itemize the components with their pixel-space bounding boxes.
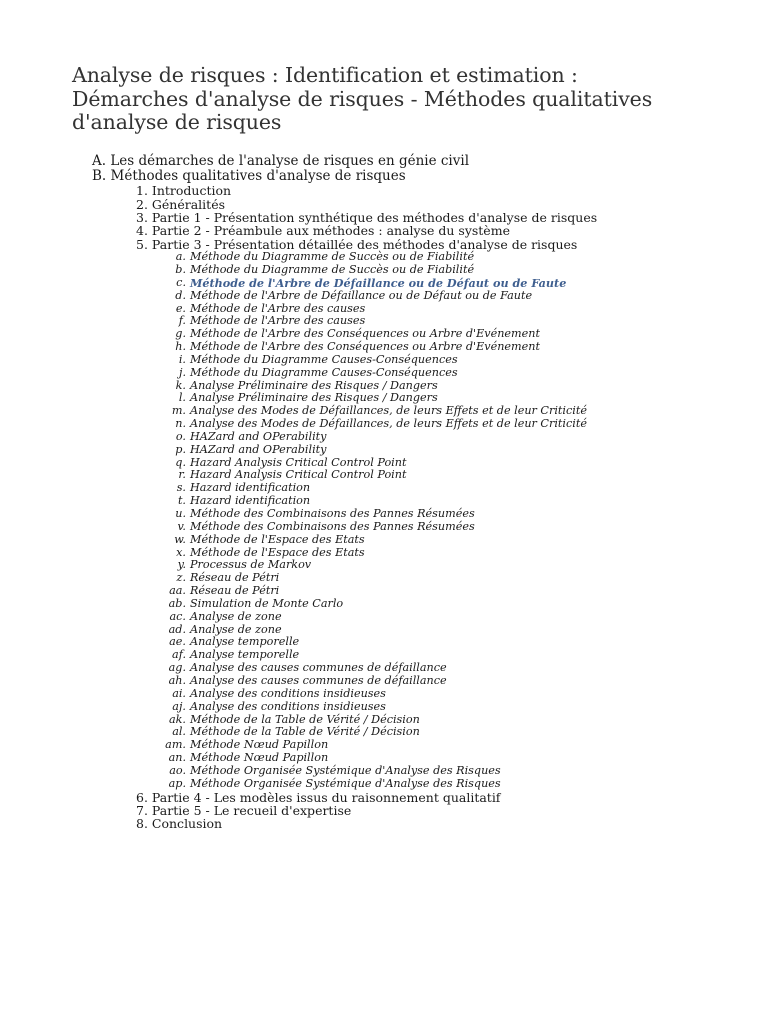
method-marker: aj. [172,699,186,713]
part-item[interactable] [136,224,696,237]
method-marker: am. [165,738,186,752]
part-item[interactable] [136,198,696,211]
method-label: Analyse des conditions insidieuses [190,699,386,713]
method-item[interactable] [136,367,696,380]
method-label: HAZard and OPerability [190,442,327,456]
method-marker: q. [175,455,186,469]
method-marker: h. [175,340,186,354]
method-marker: l. [178,391,186,405]
method-marker: ac. [169,609,186,623]
method-label: Méthode des Combinaisons des Pannes Résumées [190,519,475,533]
method-marker: m. [171,404,186,418]
part-marker: 1. [136,183,148,199]
method-item[interactable] [136,521,696,534]
method-label: Analyse temporelle [190,648,300,662]
method-label: Méthode des Combinaisons des Pannes Résumées [190,507,475,520]
method-marker: r. [178,468,186,482]
method-marker: y. [177,558,186,572]
method-marker: ai. [172,686,186,700]
part-label: Partie 3 - Présentation détaillée des méthodes d'analyse de risques [151,236,578,252]
method-item[interactable] [136,264,696,277]
method-label: Hazard identification [190,481,311,495]
part-marker: 4. [136,223,148,239]
method-label: Analyse des Modes de Défaillances, de leurs Effets et de leur Criticité [190,404,587,418]
method-label: Méthode de l'Arbre des causes [190,314,366,328]
method-label: Processus de Markov [190,558,312,572]
part-item[interactable] [136,238,696,791]
part-label: Partie 4 - Les modèles issus du raisonnement qualitatif [151,789,501,805]
method-label: Méthode du Diagramme Causes-Conséquences [190,352,458,366]
method-item[interactable] [136,277,696,290]
method-item[interactable] [136,290,696,303]
method-marker: i. [178,352,186,366]
part-label: Généralités [151,196,226,212]
method-label: Méthode du Diagramme Causes-Conséquences [190,365,458,379]
method-marker: x. [176,545,186,559]
method-marker: d. [175,288,186,302]
method-item[interactable] [136,354,696,367]
part-item[interactable] [136,184,696,197]
item-label: Méthodes qualitatives d'analyse de risques [110,167,406,184]
method-label: Analyse Préliminaire des Risques / Dangers [190,391,438,405]
method-link-active[interactable]: Méthode de l'Arbre de Défaillance ou de Défaut ou de Faute [190,275,567,290]
method-item[interactable] [136,444,696,457]
method-item[interactable] [136,765,696,778]
outline-item-b[interactable] [92,169,696,831]
method-label: Méthode de l'Espace des Etats [190,532,365,546]
part-item[interactable] [136,804,696,817]
method-item[interactable] [136,675,696,688]
method-item[interactable] [136,534,696,547]
method-marker: j. [178,365,186,379]
method-marker: ak. [168,712,186,726]
method-label: Réseau de Pétri [190,584,280,598]
part-item[interactable] [136,211,696,224]
method-marker: ab. [168,596,186,610]
method-label: Méthode de l'Arbre de Défaillance ou de Défaut ou de Faute [190,288,533,302]
method-marker: w. [174,532,186,546]
method-label: Méthode Organisée Systémique d'Analyse des Risques [190,763,501,777]
method-label: Méthode de l'Arbre des Conséquences ou Arbre d'Evénement [190,327,540,341]
part-marker: 6. [136,789,148,805]
method-label: Hazard Analysis Critical Control Point [190,455,407,469]
method-item[interactable] [136,418,696,431]
method-label: Analyse de zone [190,622,282,636]
part-label: Partie 2 - Préambule aux méthodes : analyse du système [151,223,510,239]
method-label: Hazard Analysis Critical Control Point [190,468,407,482]
method-marker: g. [175,327,186,341]
part-marker: 8. [136,816,148,832]
method-item[interactable] [136,598,696,611]
method-marker: z. [176,571,186,585]
method-label: Méthode de l'Arbre des Conséquences ou Arbre d'Evénement [190,340,540,354]
method-marker: ae. [169,635,186,649]
method-marker: an. [168,751,186,765]
method-label: Méthode Nœud Papillon [190,751,329,765]
method-marker: k. [175,378,186,392]
method-label: Méthode du Diagramme de Succès ou de Fiabilité [190,250,475,264]
method-marker: t. [177,494,186,508]
method-marker: f. [178,314,186,328]
method-item[interactable] [136,752,696,765]
method-label: Méthode de la Table de Vérité / Décision [190,712,420,726]
method-label: HAZard and OPerability [190,429,327,443]
method-marker: ap. [168,776,186,790]
method-marker: al. [172,725,186,739]
part-item[interactable] [136,817,696,830]
method-item[interactable] [136,341,696,354]
method-marker: ag. [168,661,186,675]
method-label: Hazard identification [190,494,311,508]
method-marker: ad. [168,622,186,636]
item-marker: A. [92,152,107,169]
method-label: Méthode de l'Arbre des causes [190,301,366,315]
method-item[interactable] [136,611,696,624]
method-marker: c. [176,275,186,289]
method-label: Méthode Organisée Systémique d'Analyse des Risques [190,776,501,790]
method-label: Méthode du Diagramme de Succès ou de Fiabilité [190,262,475,276]
part-marker: 3. [136,209,148,225]
method-marker: af. [172,648,186,662]
part-label: Partie 5 - Le recueil d'expertise [151,802,352,818]
method-label: Analyse des causes communes de défaillance [190,661,447,675]
method-item[interactable] [136,701,696,714]
method-label: Analyse des causes communes de défaillance [190,673,447,687]
method-marker: aa. [169,584,186,598]
method-item[interactable] [136,431,696,444]
method-marker: n. [175,417,186,431]
part-label: Introduction [151,183,232,199]
outline-top [72,154,696,831]
methods-list [136,251,696,790]
method-marker: a. [175,250,186,264]
method-label: Réseau de Pétri [190,571,280,585]
method-label: Méthode Nœud Papillon [190,738,329,752]
part-label: Conclusion [151,816,223,832]
method-marker: u. [175,507,186,520]
method-marker: o. [175,429,186,443]
part-marker: 2. [136,196,148,212]
method-label: Analyse Préliminaire des Risques / Dangers [190,378,438,392]
part-marker: 5. [136,236,148,252]
method-item[interactable] [136,585,696,598]
item-label: Les démarches de l'analyse de risques en génie civil [110,152,470,169]
method-marker: p. [175,442,186,456]
item-marker: B. [92,167,107,184]
parts-list [92,184,696,831]
method-label: Analyse des conditions insidieuses [190,686,386,700]
method-marker: ah. [168,673,186,687]
method-label: Analyse temporelle [190,635,300,649]
part-item[interactable] [136,791,696,804]
part-marker: 7. [136,802,148,818]
method-label: Simulation de Monte Carlo [190,596,344,610]
method-marker: b. [175,262,186,276]
method-marker: v. [177,519,186,533]
method-label: Méthode de la Table de Vérité / Décision [190,725,420,739]
part-label: Partie 1 - Présentation synthétique des méthodes d'analyse de risques [151,209,598,225]
outline-item-a[interactable] [92,154,696,169]
method-item[interactable] [136,508,696,521]
method-label: Analyse des Modes de Défaillances, de leurs Effets et de leur Criticité [190,417,587,431]
method-marker: ao. [169,763,186,777]
method-marker: s. [176,481,186,495]
method-label: Analyse de zone [190,609,282,623]
method-marker: e. [175,301,186,315]
method-item[interactable] [136,688,696,701]
method-label: Méthode de l'Espace des Etats [190,545,365,559]
page-title: Analyse de risques : Identification et estimation : Démarches d'analyse de risques - Méthodes qualitatives d'analyse de risques [72,63,653,134]
